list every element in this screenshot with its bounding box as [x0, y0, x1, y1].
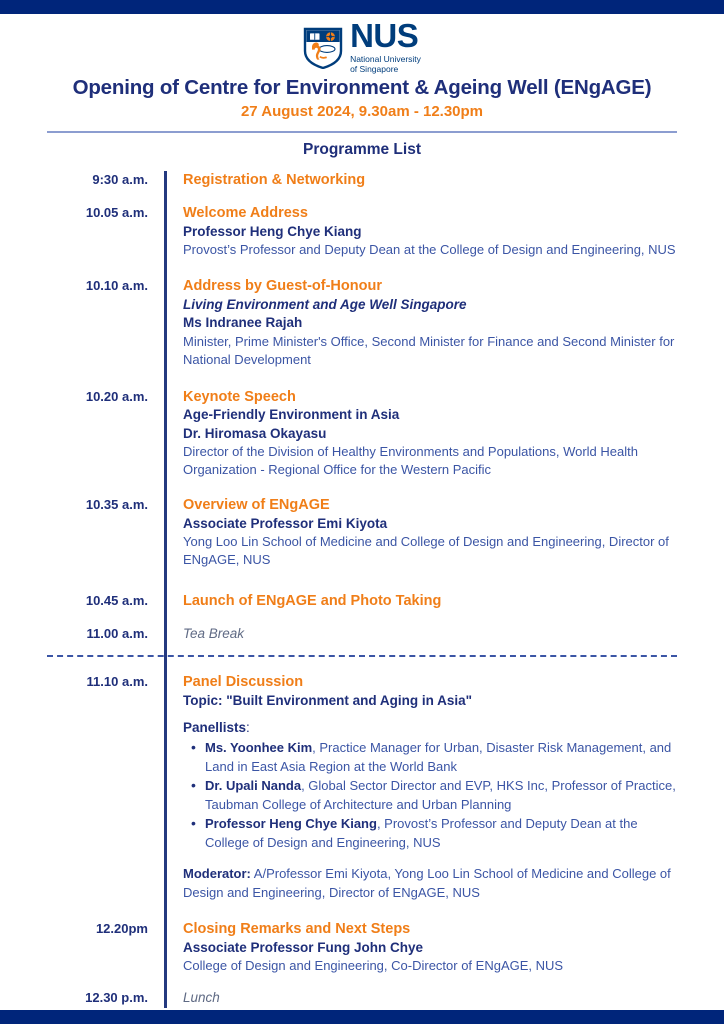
panellists-label	[183, 719, 677, 738]
logo-subtitle-line2: of Singapore	[350, 64, 399, 75]
panellist-detail: , Practice Manager for Urban, Disaster Risk Management, and Land in East Asia Region at the World Bank	[205, 740, 672, 774]
moderator-line	[183, 865, 677, 902]
row-affiliation: Minister, Prime Minister's Office, Second Minister for Finance and Second Minister for National Development	[183, 333, 675, 368]
row-title: Overview of ENgAGE	[183, 496, 330, 513]
programme-row	[47, 496, 677, 570]
row-title: Registration & Networking	[183, 172, 366, 188]
spacer	[47, 611, 677, 625]
row-title: Closing Remarks and Next Steps	[183, 920, 411, 937]
programme-row	[47, 989, 677, 1008]
spacer	[47, 570, 677, 592]
panellist-name: Ms. Yoonhee Kim	[205, 740, 313, 756]
spacer	[47, 902, 677, 920]
programme-row	[47, 277, 677, 369]
programme-row	[47, 920, 677, 976]
row-time: 10.35 a.m.	[85, 496, 148, 512]
row-time: 10.45 a.m.	[85, 592, 148, 608]
spacer	[47, 259, 677, 277]
row-speaker-name: Professor Heng Chye Kiang	[183, 223, 362, 239]
programme-row	[47, 592, 677, 611]
spacer	[47, 190, 677, 204]
programme-row	[47, 171, 677, 190]
top-navy-band	[0, 0, 724, 14]
row-title: Panel Discussion	[183, 674, 304, 691]
row-title: Lunch	[183, 990, 220, 1006]
spacer	[47, 643, 677, 655]
row-time: 12.30 p.m.	[85, 990, 148, 1006]
row-speaker-name: Dr. Hiromasa Okayasu	[183, 425, 327, 441]
panellists-list	[183, 739, 677, 852]
logo-wordmark: NUS	[350, 17, 419, 55]
row-affiliation: Director of the Division of Healthy Environments and Populations, World Health Organization - Regional Office for the Western Pacific	[183, 443, 638, 478]
nus-logo	[47, 14, 677, 75]
row-affiliation: Provost’s Professor and Deputy Dean at the College of Design and Engineering, NUS	[183, 241, 676, 257]
panellists-label-rest: :	[246, 720, 250, 736]
row-title: Keynote Speech	[183, 388, 296, 405]
header-divider	[47, 131, 677, 133]
row-topic: Living Environment and Age Well Singapore	[183, 297, 467, 313]
row-time: 10.10 a.m.	[85, 278, 148, 294]
row-time: 11.10 a.m.	[86, 674, 148, 690]
row-title: Tea Break	[183, 625, 245, 641]
row-time: 10.05 a.m.	[85, 204, 148, 220]
panellist-detail: , Global Sector Director and EVP, HKS Inc, Professor of Practice, Taubman College of Architecture and Urban Planning	[205, 778, 676, 812]
spacer	[47, 975, 677, 989]
list-item	[183, 815, 677, 852]
row-title: Welcome Address	[183, 204, 308, 221]
panellist-name: Dr. Upali Nanda	[205, 778, 302, 794]
programme-list	[47, 171, 677, 1008]
spacer	[47, 370, 677, 388]
row-affiliation: Yong Loo Lin School of Medicine and College of Design and Engineering, Director of ENgAGE, NUS	[183, 533, 669, 568]
row-speaker-name: Associate Professor Emi Kiyota	[183, 515, 388, 531]
spacer	[47, 480, 677, 496]
list-item	[183, 739, 677, 776]
row-time: 12.20pm	[95, 920, 148, 936]
programme-row	[47, 204, 677, 260]
panellists-label-bold: Panellists	[183, 720, 247, 736]
section-heading: Programme List	[302, 141, 421, 158]
moderator-detail: A/Professor Emi Kiyota, Yong Loo Lin School of Medicine and College of Design and Engineering, Director of ENgAGE, NUS	[183, 866, 671, 900]
bottom-navy-band	[0, 1010, 724, 1024]
dashed-divider	[47, 655, 677, 657]
row-time: 11.00 a.m.	[86, 625, 148, 641]
logo-subtitle-line1: National University	[350, 53, 421, 64]
programme-row	[47, 388, 677, 480]
list-item	[183, 777, 677, 814]
programme-row	[47, 625, 677, 644]
programme-row	[47, 673, 677, 902]
row-speaker-name: Ms Indranee Rajah	[183, 315, 303, 331]
moderator-label: Moderator:	[183, 866, 251, 882]
nus-shield-icon	[303, 27, 343, 69]
row-title: Launch of ENgAGE and Photo Taking	[183, 592, 442, 609]
row-speaker-name: Associate Professor Fung John Chye	[183, 939, 424, 955]
row-topic: Age-Friendly Environment in Asia	[183, 407, 400, 423]
programme-page	[0, 14, 724, 1010]
column-divider	[164, 171, 167, 1008]
panellist-detail: , Provost’s Professor and Deputy Dean at the College of Design and Engineering, NUS	[205, 816, 638, 850]
row-affiliation: College of Design and Engineering, Co-Director of ENgAGE, NUS	[183, 958, 564, 974]
page-subtitle: 27 August 2024, 9.30am - 12.30pm	[240, 103, 484, 120]
panellist-name: Professor Heng Chye Kiang	[205, 816, 377, 832]
row-topic: Topic: "Built Environment and Aging in Asia"	[183, 693, 473, 709]
page-title: Opening of Centre for Environment & Ageing Well (ENgAGE)	[72, 76, 652, 99]
row-time: 10.20 a.m.	[85, 388, 148, 404]
spacer	[47, 657, 677, 673]
row-time: 9:30 a.m.	[92, 172, 148, 187]
row-title: Address by Guest-of-Honour	[183, 278, 382, 295]
